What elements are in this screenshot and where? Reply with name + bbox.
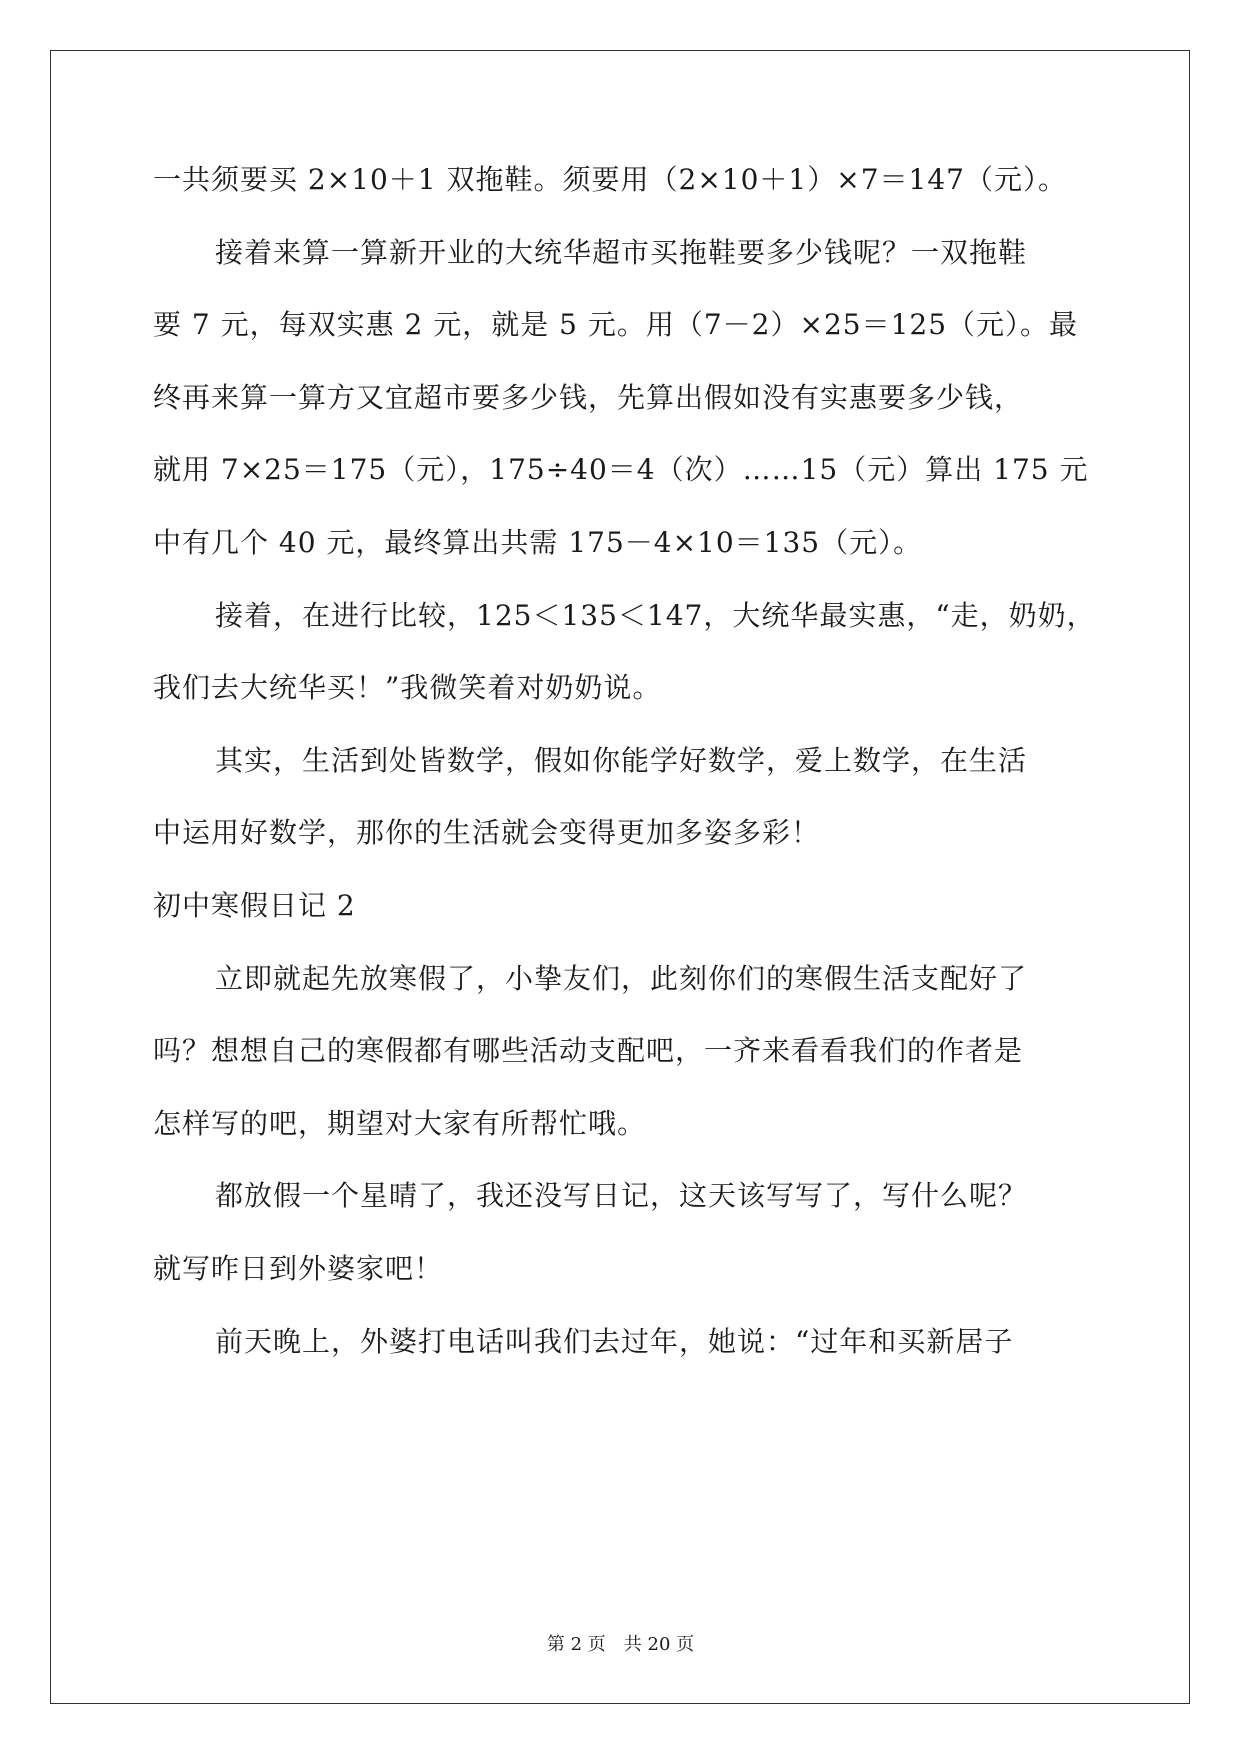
text-line: 立即就起先放寒假了，小挚友们，此刻你们的寒假生活支配好了 xyxy=(215,961,1028,995)
text-line: 其实，生活到处皆数学，假如你能学好数学，爱上数学，在生活 xyxy=(215,743,1028,777)
text-line: 前天晚上，外婆打电话叫我们去过年，她说：“过年和买新居子 xyxy=(215,1324,1014,1358)
text-line: 吗？想想自己的寒假都有哪些活动支配吧，一齐来看看我们的作者是 xyxy=(153,1034,1024,1068)
page-total: 共 20 页 xyxy=(623,1634,695,1655)
text-line: 中有几个 40 元，最终算出共需 175－4×10＝135（元）。 xyxy=(153,526,923,559)
text-line: 初中寒假日记 2 xyxy=(153,889,356,922)
text-line: 都放假一个星晴了，我还没写日记，这天该写写了，写什么呢？ xyxy=(215,1179,1028,1213)
text-line: 中运用好数学，那你的生活就会变得更加多姿多彩！ xyxy=(153,816,821,850)
text-line: 终再来算一算方又宜超市要多少钱，先算出假如没有实惠要多少钱， xyxy=(153,380,1024,414)
page-footer xyxy=(0,1633,1241,1657)
page-number: 第 2 页 xyxy=(546,1634,606,1655)
text-line: 一共须要买 2×10＋1 双拖鞋。须要用（2×10＋1）×7＝147（元）。 xyxy=(153,163,1067,196)
text-line: 接着，在进行比较，125＜135＜147，大统华最实惠，“走，奶奶， xyxy=(215,598,1096,632)
text-line: 接着来算一算新开业的大统华超市买拖鞋要多少钱呢？一双拖鞋 xyxy=(215,235,1028,269)
text-line: 要 7 元，每双实惠 2 元，就是 5 元。用（7－2）×25＝125（元）。最 xyxy=(153,308,1079,342)
text-line: 怎样写的吧，期望对大家有所帮忙哦。 xyxy=(153,1106,647,1140)
page-border xyxy=(50,50,1190,1704)
text-line: 就用 7×25＝175（元），175÷40＝4（次）……15（元）算出 175 元 xyxy=(153,453,1089,487)
text-line: 就写昨日到外婆家吧！ xyxy=(153,1252,444,1285)
text-line: 我们去大统华买！”我微笑着对奶奶说。 xyxy=(153,671,662,705)
